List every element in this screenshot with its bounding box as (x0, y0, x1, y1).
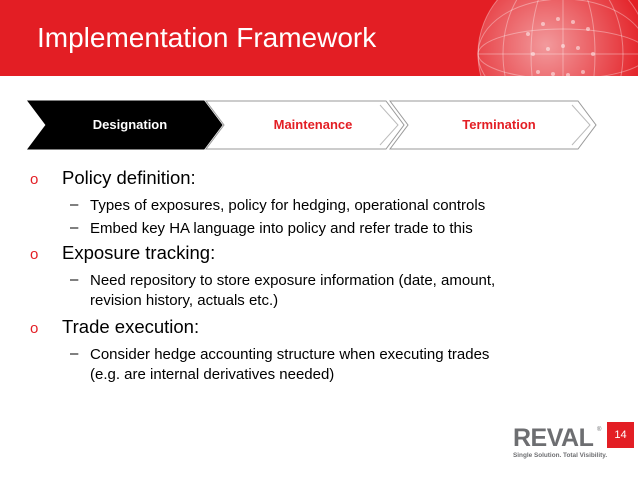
page-number: 14 (607, 422, 634, 448)
logo-registered-mark: ® (597, 427, 602, 433)
list-item (70, 345, 489, 385)
step-termination: Termination (462, 117, 536, 132)
dash-marker: – (70, 271, 79, 288)
logo-tagline: Single Solution. Total Visibility. (513, 452, 607, 459)
header-bar (0, 0, 638, 76)
logo-wordmark: REVAL (513, 424, 594, 452)
step-maintenance: Maintenance (273, 117, 353, 132)
list-item-line: (e.g. are internal derivatives needed) (90, 366, 335, 383)
slide-title: Implementation Framework (37, 22, 377, 53)
list-item-text: Types of exposures, policy for hedging, operational controls (90, 197, 486, 214)
bullet-marker: o (30, 171, 39, 188)
bullet-marker: o (30, 320, 39, 337)
reval-logo (511, 418, 607, 464)
bullet-marker: o (30, 246, 39, 263)
section-policy (30, 167, 196, 189)
section-exposure (30, 242, 215, 264)
list-item-text (90, 271, 495, 311)
step-designation: Designation (92, 117, 168, 132)
section-heading: Policy definition: (62, 167, 196, 188)
list-item-line: revision history, actuals etc.) (90, 292, 279, 309)
list-item (70, 219, 473, 239)
dash-marker: – (70, 196, 79, 213)
dash-marker: – (70, 345, 79, 362)
section-heading: Trade execution: (62, 316, 200, 337)
list-item (70, 196, 485, 216)
section-heading: Exposure tracking: (62, 242, 216, 263)
list-item (70, 271, 495, 311)
globe-graphic-icon (468, 0, 638, 76)
list-item-text (90, 345, 489, 385)
dash-marker: – (70, 219, 79, 236)
list-item-line: Consider hedge accounting structure when executing trades (90, 346, 490, 363)
list-item-line: Need repository to store exposure information (date, amount, (90, 272, 496, 289)
section-trade (30, 316, 199, 338)
list-item-text: Embed key HA language into policy and refer trade to this (90, 220, 473, 237)
process-chevrons (0, 97, 638, 153)
